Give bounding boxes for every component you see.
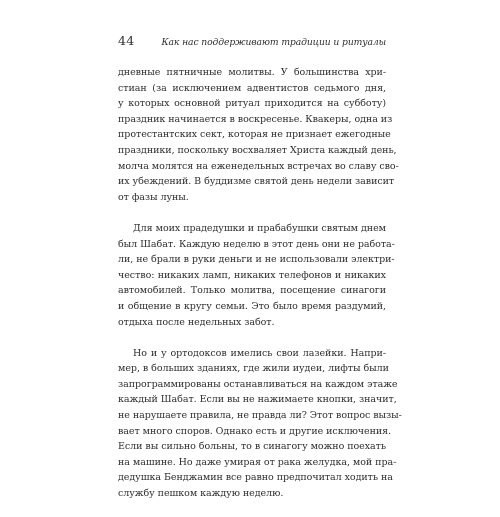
paragraph: [118, 65, 399, 205]
text-line: мер, в больших зданиях, где жили иудеи, лифты были: [118, 363, 389, 375]
running-header: [118, 33, 386, 48]
body-text: [118, 65, 402, 517]
text-line: дневные пятничные молитвы. У большинства хри-: [118, 67, 386, 78]
text-line: Для моих прадедушки и прабабушки святым днем: [133, 222, 386, 234]
text-line: Но и у ортодоксов имелись свои лазейки. Напри-: [133, 347, 386, 359]
text-line: Если вы сильно больны, то в синагогу можно поехать: [118, 441, 386, 453]
text-line: и общение в кругу семьи. Это было время раздумий,: [118, 300, 386, 312]
text-line: чество: никаких ламп, никаких телефонов и никаких: [118, 269, 386, 281]
paragraph: [118, 221, 395, 330]
text-line: протестантских сект, которая не признает ежегодные: [118, 129, 391, 141]
text-line: вает много споров. Однако есть и другие исключения.: [118, 425, 392, 437]
text-line: автомобилей. Только молитва, посещение синагоги: [118, 285, 386, 297]
text-line: был Шабат. Каждую неделю в этот день они не работа-: [118, 238, 395, 250]
running-header-title: Как нас поддерживают традиции и ритуалы: [161, 37, 386, 48]
text-line: у которых основной ритуал приходится на субботу): [118, 98, 386, 110]
text-line: их убеждений. В буддизме святой день недели зависит: [118, 176, 395, 188]
text-line: запрограммированы останавливаться на каждом этаже: [118, 378, 398, 390]
text-line: дедушка Бенджамин все равно предпочитал ходить на: [118, 472, 393, 484]
text-line: стиан (за исключением адвентистов седьмого дня,: [118, 82, 386, 94]
text-line: праздник начинается в воскресенье. Квакеры, одна из: [118, 113, 393, 125]
text-line: ли, не брали в руки деньги и не использовали электри-: [118, 254, 395, 266]
text-line: на машине. Но даже умирая от рака желудка, мой пра-: [118, 456, 397, 468]
text-line: отдыха после недельных забот.: [118, 316, 275, 328]
text-line: праздники, поскольку восхваляет Христа каждый день,: [118, 144, 397, 156]
text-line: каждый Шабат. Если вы не нажимаете кнопки, значит,: [118, 394, 397, 406]
text-line: от фазы луны.: [118, 191, 189, 203]
text-line: службу пешком каждую неделю.: [118, 488, 284, 500]
paragraph: [118, 346, 402, 502]
text-line: не нарушаете правила, не правда ли? Этот вопрос вызы-: [118, 410, 402, 422]
page-number: 44: [118, 33, 135, 48]
text-line: молча молятся на еженедельных встречах во славу сво-: [118, 160, 399, 172]
